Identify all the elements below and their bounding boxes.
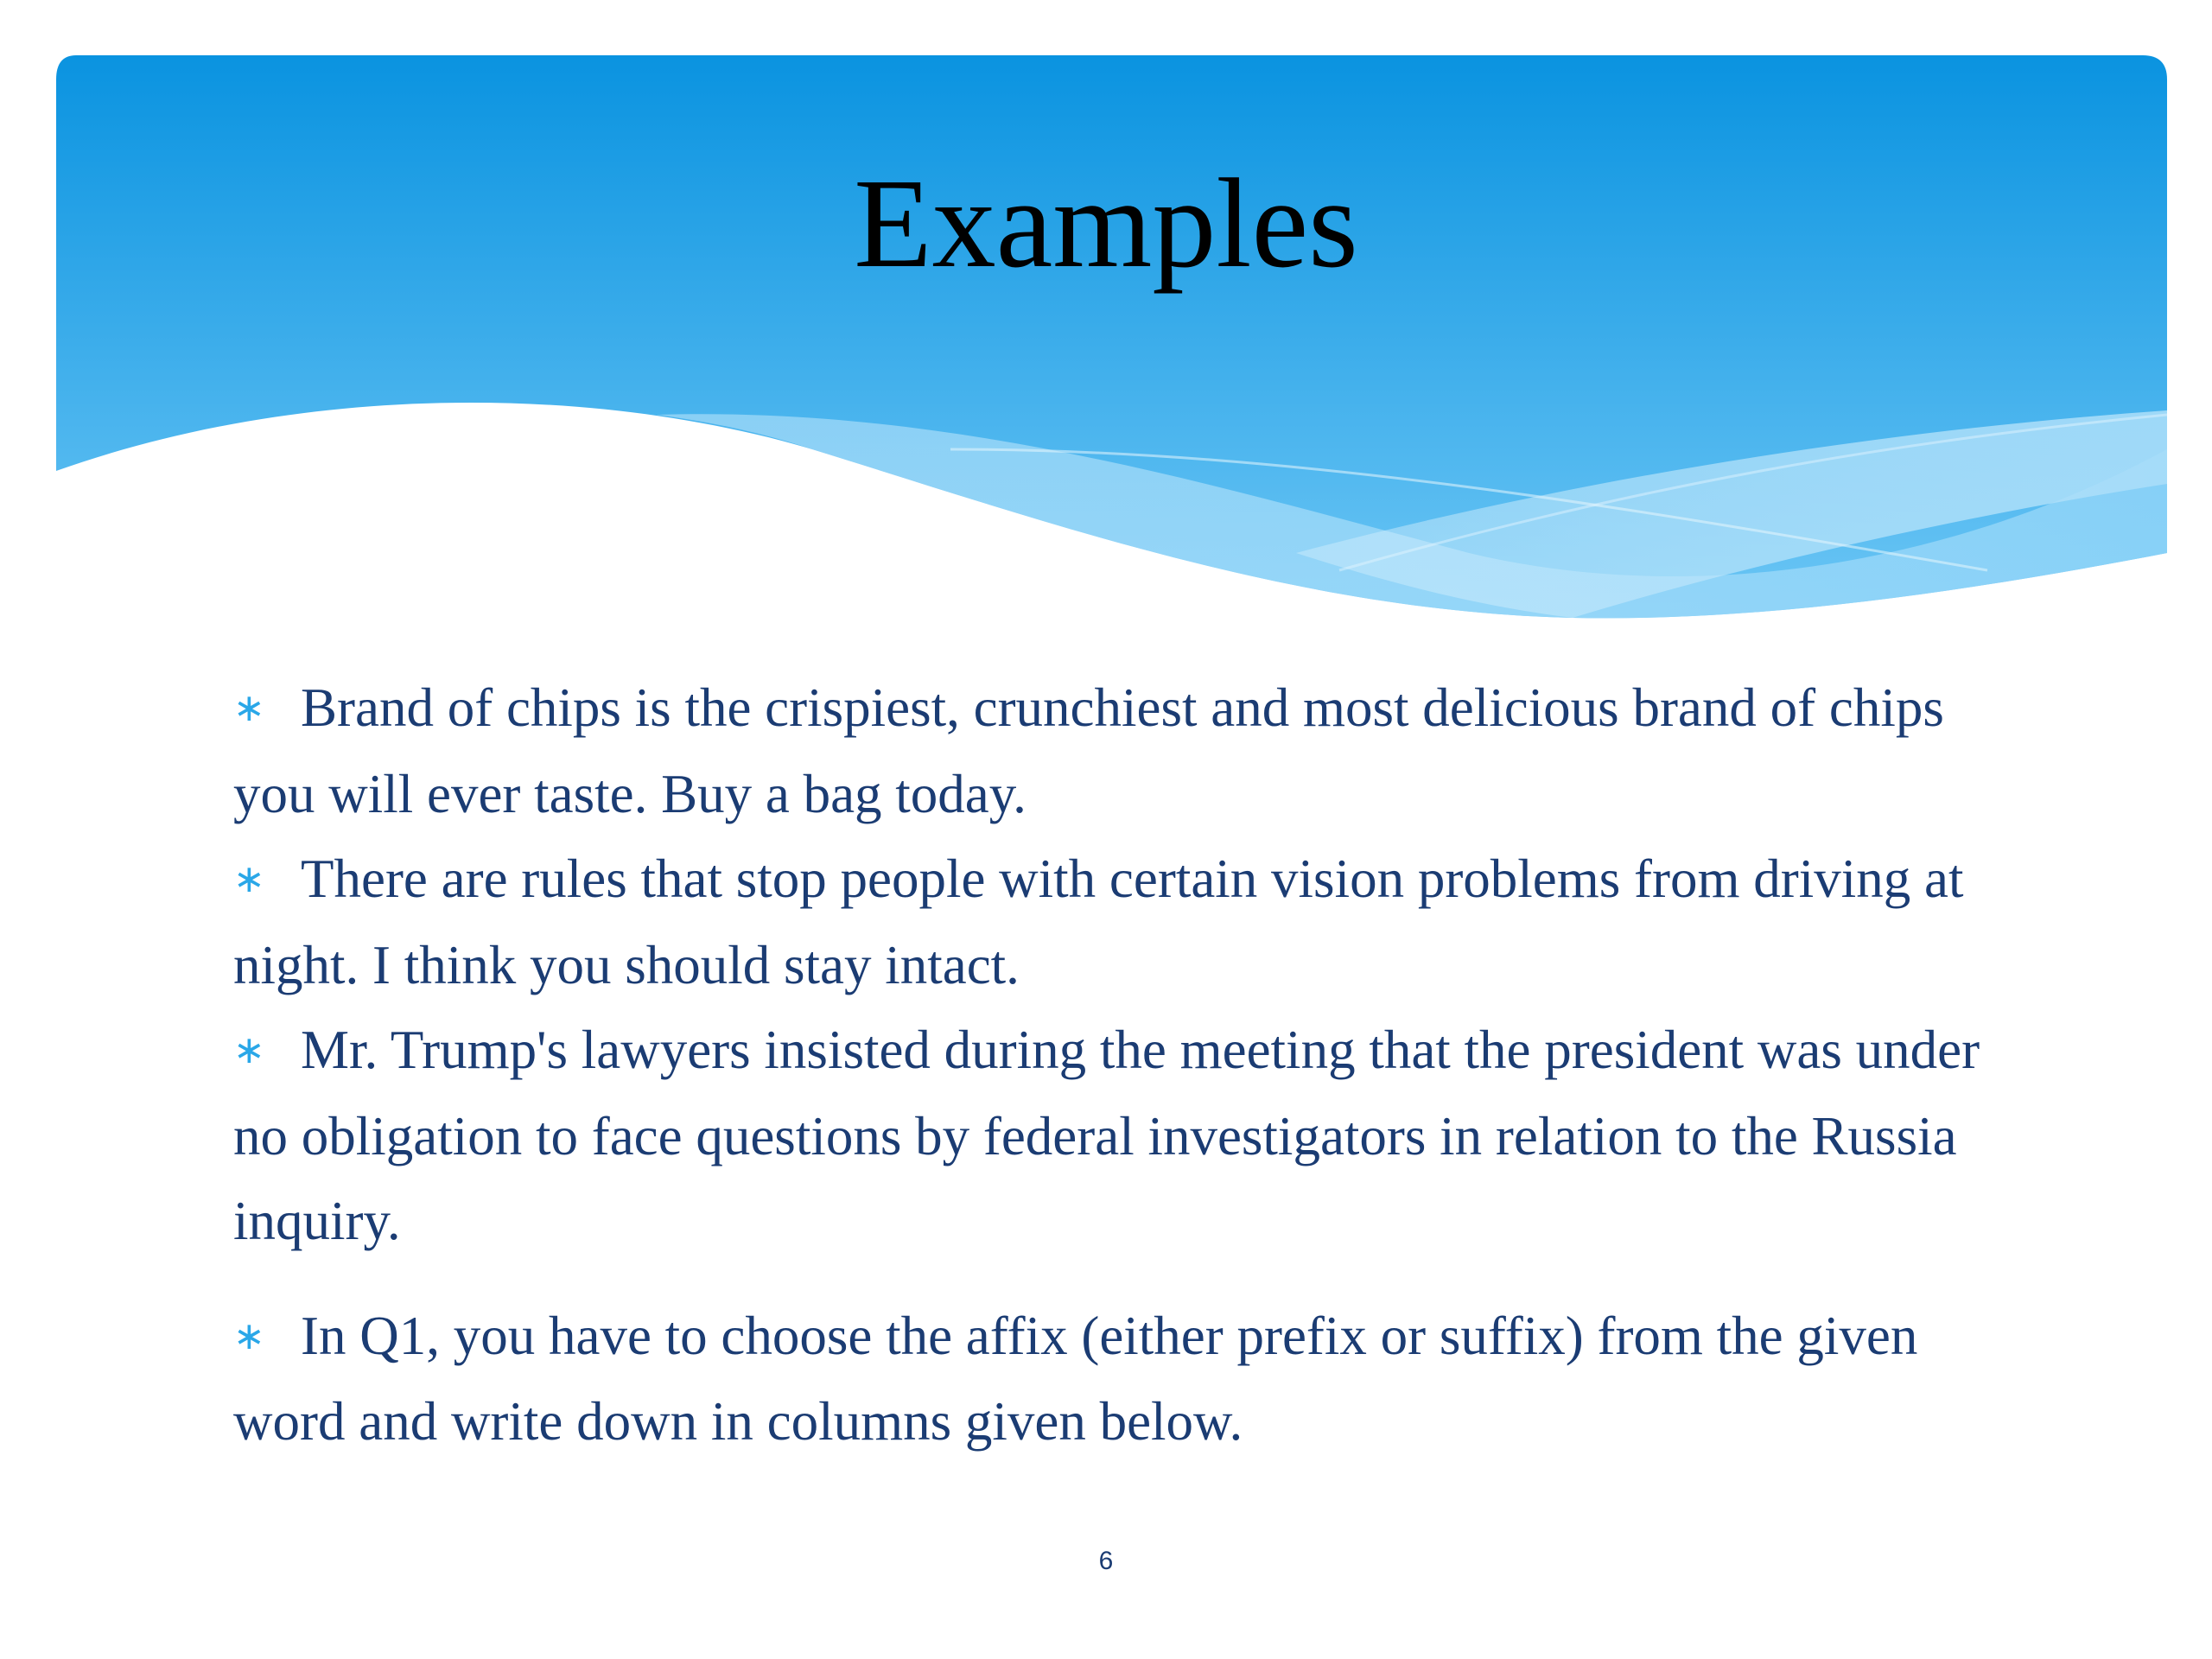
asterisk-bullet-icon: ∗ (233, 1313, 265, 1358)
bullet-text: Brand of chips is the crispiest, crunchiest and most delicious brand of chips you will ever taste. Buy a bag today. (233, 677, 1944, 824)
bullet-text: There are rules that stop people with certain vision problems from driving at night. I think you should stay intact. (233, 849, 1964, 995)
bullet-text: In Q1, you have to choose the affix (either prefix or suffix) from the given word and write down in columns given below. (233, 1305, 1918, 1452)
bullet-item (233, 836, 1996, 1007)
asterisk-bullet-icon: ∗ (233, 1028, 265, 1072)
bullet-text: Mr. Trump's lawyers insisted during the meeting that the president was under no obligation to face questions by federal investigators in relation to the Russia inquiry. (233, 1020, 1980, 1251)
header-wave-banner (0, 0, 2212, 657)
slide-title: Examples (854, 153, 1358, 295)
asterisk-bullet-icon: ∗ (233, 686, 265, 730)
page-number: 6 (1098, 1547, 1114, 1575)
header-wave-graphic (0, 0, 2212, 657)
bullet-item (233, 665, 1996, 836)
asterisk-bullet-icon: ∗ (233, 857, 265, 901)
bullet-list (233, 665, 1996, 1465)
bullet-item (233, 1294, 1996, 1465)
bullet-item (233, 1007, 1996, 1264)
